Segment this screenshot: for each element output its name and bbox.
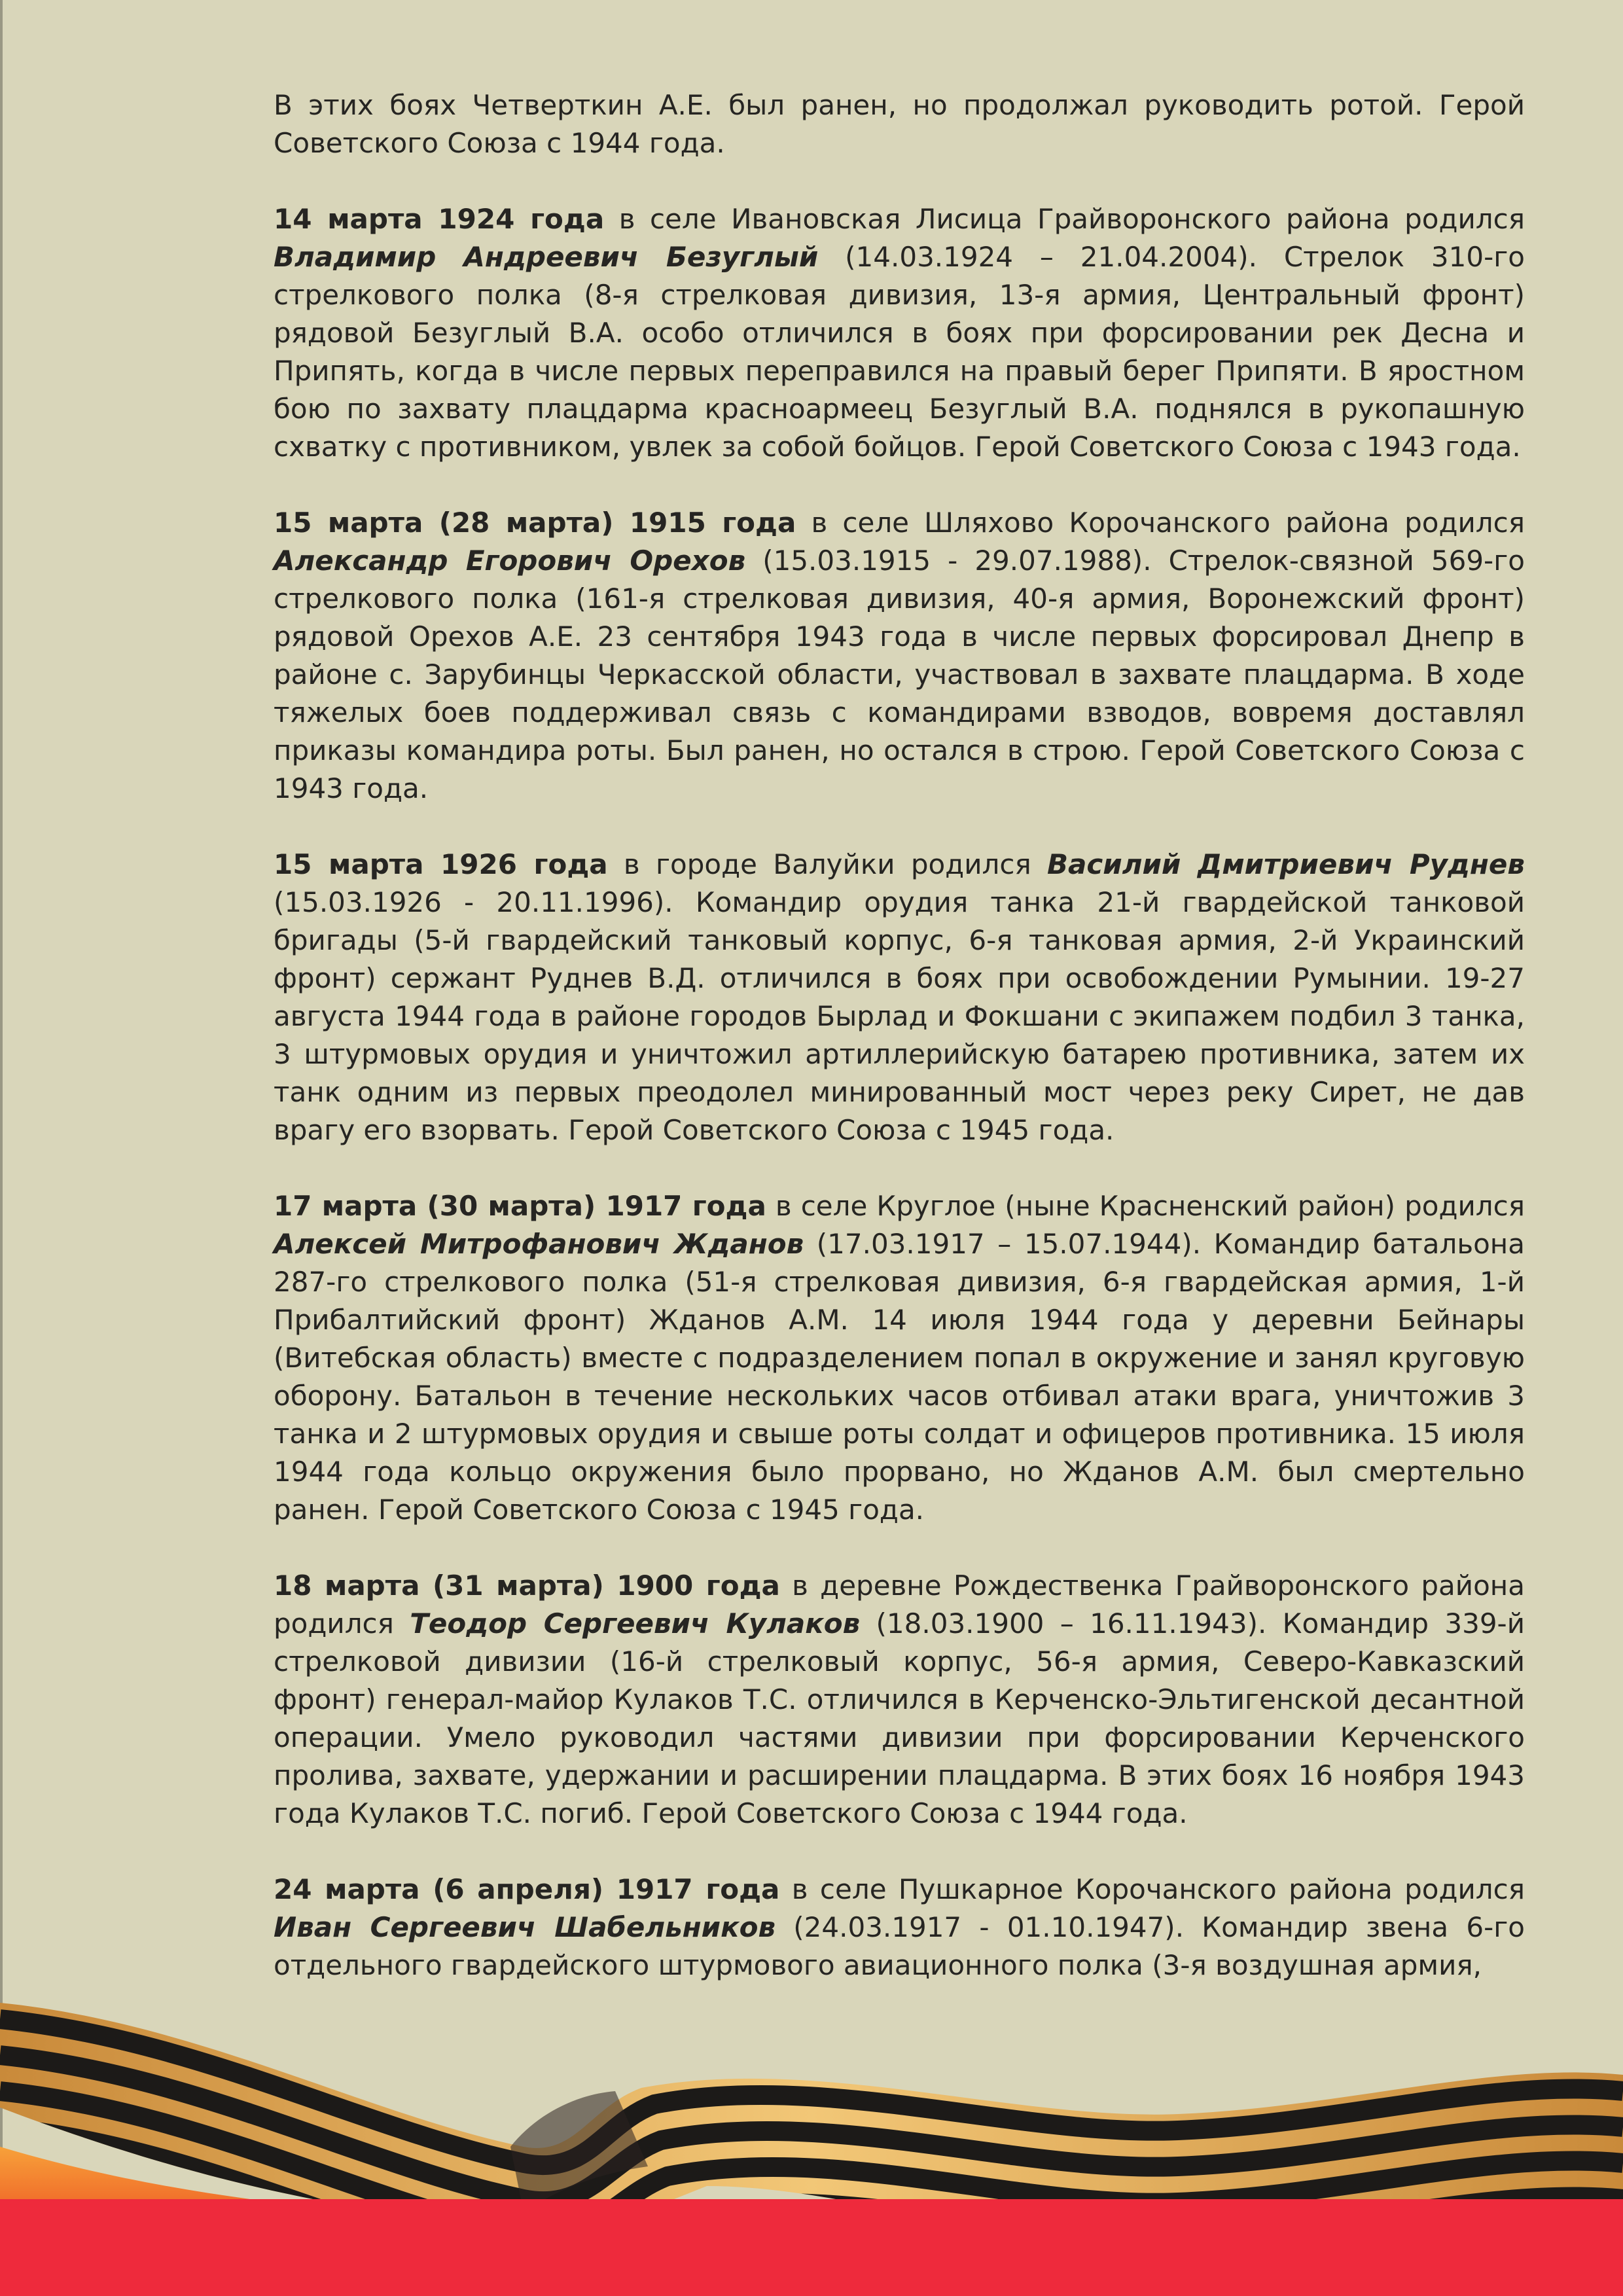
- paragraph-text: (24.03.1917 - 01.10.1947). Командир звена 6-го отдельного гвардейского штурмового авиационного полка (3-я воздушная армия,: [274, 1911, 1525, 1981]
- paragraph-text: (18.03.1900 – 16.11.1943). Командир 339-й стрелковой дивизии (16-й стрелковый корпус, 56-я армия, Северо-Кавказский фронт) генерал-майор Кулаков Т.С. отличился в Керченско-Эльтигенской десантной операции. Умело руководил частями дивизии при форсировании Керченского пролива, захвате, удержании и расширении плацдарма. В этих боях 16 ноября 1943 года Кулаков Т.С. погиб. Герой Советского Союза с 1944 года.: [274, 1607, 1525, 1829]
- paragraph-date: 14 марта 1924 года: [274, 203, 605, 235]
- paragraph-lead: в селе Пушкарное Корочанского района родился: [779, 1873, 1525, 1905]
- paragraph-text: (15.03.1926 - 20.11.1996). Командир орудия танка 21-й гвардейской танковой бригады (5-й гвардейский танковый корпус, 6-я танковая армия, 2-й Украинский фронт) сержант Руднев В.Д. отличился в боях при освобождении Румынии. 19-27 августа 1944 года в районе городов Бырлад и Фокшани с экипажем подбил 3 танка, 3 штурмовых орудия и уничтожил артиллерийскую батарею противника, затем их танк одним из первых преодолел минированный мост через реку Сирет, не дав врагу его взорвать. Герой Советского Союза с 1945 года.: [274, 886, 1525, 1146]
- hero-name: Василий Дмитриевич Руднев: [1047, 848, 1525, 880]
- paragraph-bezugly: [274, 200, 1525, 466]
- paragraph-date: 15 марта (28 марта) 1915 года: [274, 507, 796, 539]
- hero-name: Александр Егорович Орехов: [274, 545, 746, 577]
- paragraph-lead: в селе Шляхово Корочанского района родился: [796, 507, 1525, 539]
- paragraph-kulakov: [274, 1567, 1525, 1833]
- hero-name: Теодор Сергеевич Кулаков: [410, 1607, 861, 1640]
- paragraph-text: (15.03.1915 - 29.07.1988). Стрелок-связной 569-го стрелкового полка (161-я стрелковая дивизия, 40-я армия, Воронежский фронт) рядовой Орехов А.Е. 23 сентября 1943 года в числе первых форсировал Днепр в районе с. Зарубинцы Черкасской области, участвовал в захвате плацдарма. В ходе тяжелых боев поддерживал связь с командирами взводов, вовремя доставлял приказы командира роты. Был ранен, но остался в строю. Герой Советского Союза с 1943 года.: [274, 545, 1525, 804]
- paragraph-date: 15 марта 1926 года: [274, 848, 608, 880]
- paragraph-intro: [274, 86, 1525, 162]
- paragraph-text: В этих боях Четверткин А.Е. был ранен, но продолжал руководить ротой. Герой Советского Союза с 1944 года.: [274, 89, 1525, 159]
- paragraph-date: 24 марта (6 апреля) 1917 года: [274, 1873, 780, 1905]
- st-george-ribbon-graphic: [0, 1950, 1623, 2296]
- paragraph-lead: в городе Валуйки родился: [607, 848, 1048, 880]
- paragraph-zhdanov: [274, 1187, 1525, 1529]
- hero-name: Алексей Митрофанович Жданов: [274, 1228, 804, 1260]
- hero-name: Владимир Андреевич Безуглый: [274, 241, 819, 273]
- text-column: [274, 86, 1525, 2022]
- paragraph-orekhov: [274, 504, 1525, 808]
- paragraph-date: 18 марта (31 марта) 1900 года: [274, 1570, 780, 1602]
- paragraph-rudnev: [274, 846, 1525, 1149]
- hero-name: Иван Сергеевич Шабельников: [274, 1911, 776, 1943]
- paragraph-lead: в селе Ивановская Лисица Грайворонского района родился: [604, 203, 1525, 235]
- paragraph-text: (14.03.1924 – 21.04.2004). Стрелок 310-го стрелкового полка (8-я стрелковая дивизия, 13-я армия, Центральный фронт) рядовой Безуглый В.А. особо отличился в боях при форсировании рек Десна и Припять, когда в числе первых переправился на правый берег Припяти. В яростном бою по захвату плацдарма красноармеец Безуглый В.А. поднялся в рукопашную схватку с противником, увлек за собой бойцов. Герой Советского Союза с 1943 года.: [274, 241, 1525, 463]
- red-band: [0, 2199, 1623, 2296]
- footer-decoration: [0, 1950, 1623, 2296]
- paragraph-text: (17.03.1917 – 15.07.1944). Командир батальона 287-го стрелкового полка (51-я стрелковая дивизия, 6-я гвардейская армия, 1-й Прибалтийский фронт) Жданов А.М. 14 июля 1944 года у деревни Бейнары (Витебская область) вместе с подразделением попал в окружение и занял круговую оборону. Батальон в течение нескольких часов отбивал атаки врага, уничтожив 3 танка и 2 штурмовых орудия и свыше роты солдат и офицеров противника. 15 июля 1944 года кольцо окружения было прорвано, но Жданов А.М. был смертельно ранен. Герой Советского Союза с 1945 года.: [274, 1228, 1525, 1526]
- paragraph-date: 17 марта (30 марта) 1917 года: [274, 1190, 766, 1222]
- paragraph-lead: в селе Круглое (ныне Красненский район) родился: [766, 1190, 1525, 1222]
- paragraph-lead: в деревне Рождественка Грайворонского района родился: [274, 1570, 1525, 1640]
